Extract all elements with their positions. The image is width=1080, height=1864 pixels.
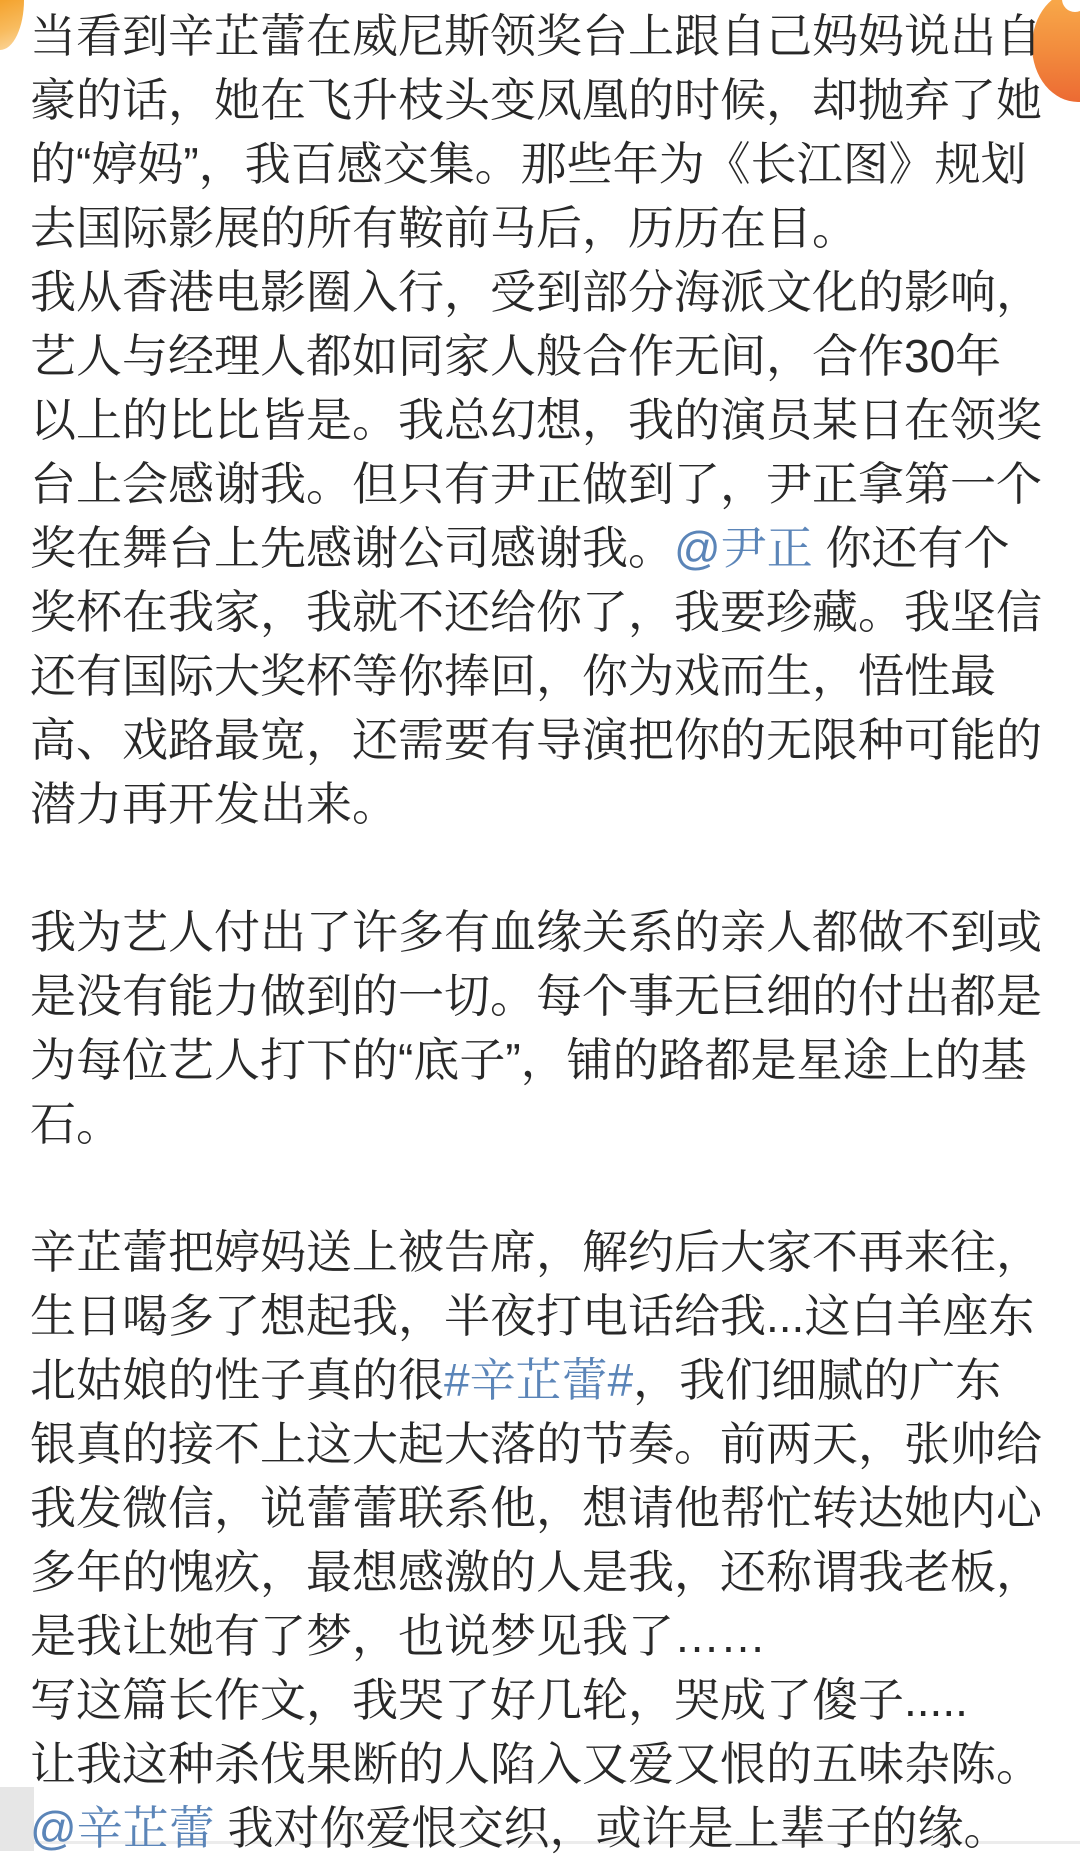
post-text: 辛芷蕾把婷妈送上被告席，解约后大家不再来往， xyxy=(30,1226,1042,1278)
mention-link-xinzhilei[interactable]: @辛芷蕾 xyxy=(30,1802,215,1854)
post-line xyxy=(30,68,1062,132)
post-line xyxy=(30,1476,1062,1540)
post-line xyxy=(30,1540,1062,1604)
post-text: 让我这种杀伐果断的人陷入又爱又恨的五味杂陈。 xyxy=(30,1738,1042,1790)
post-line xyxy=(30,772,1062,836)
post-line xyxy=(30,388,1062,452)
post-line xyxy=(30,1348,1062,1412)
post-body xyxy=(30,4,1062,1860)
post-text: 写这篇长作文，我哭了好几轮，哭成了傻子..... xyxy=(30,1674,968,1726)
post-line xyxy=(30,1796,1062,1860)
post-line xyxy=(30,964,1062,1028)
post-text: 我从香港电影圈入行，受到部分海派文化的影响， xyxy=(30,266,1042,318)
post-line xyxy=(30,1092,1062,1156)
post-line xyxy=(30,196,1062,260)
post-line xyxy=(30,1668,1062,1732)
post-line xyxy=(30,132,1062,196)
post-text: 为每位艺人打下的“底子”，铺的路都是星途上的基 xyxy=(30,1034,1027,1086)
post-text: 是没有能力做到的一切。每个事无巨细的付出都是 xyxy=(30,970,1042,1022)
post-text: ，我们细腻的广东 xyxy=(633,1354,1002,1406)
post-line xyxy=(30,1604,1062,1668)
post-text: 生日喝多了想起我，半夜打电话给我...这白羊座东 xyxy=(30,1290,1035,1342)
post-line xyxy=(30,580,1062,644)
post-line xyxy=(30,1732,1062,1796)
post-text: 艺人与经理人都如同家人般合作无间，合作30年 xyxy=(30,330,1002,382)
post-text: 奖杯在我家，我就不还给你了，我要珍藏。我坚信 xyxy=(30,586,1042,638)
hashtag-link-xinzhilei[interactable]: #辛芷蕾# xyxy=(444,1354,634,1406)
post-text: 还有国际大奖杯等你捧回，你为戏而生，悟性最 xyxy=(30,650,996,702)
post-text: 豪的话，她在飞升枝头变凤凰的时候，却抛弃了她 xyxy=(30,74,1042,126)
post-line xyxy=(30,452,1062,516)
post-text: 去国际影展的所有鞍前马后，历历在目。 xyxy=(30,202,858,254)
post-blank-line xyxy=(30,836,1062,900)
post-text: 北姑娘的性子真的很 xyxy=(30,1354,444,1406)
post-text: 银真的接不上这大起大落的节奏。前两天，张帅给 xyxy=(30,1418,1042,1470)
post-text: 当看到辛芷蕾在威尼斯领奖台上跟自己妈妈说出自 xyxy=(30,10,1042,62)
post-text: 奖在舞台上先感谢公司感谢我。 xyxy=(30,522,674,574)
post-text: 以上的比比皆是。我总幻想，我的演员某日在领奖 xyxy=(30,394,1042,446)
post-line xyxy=(30,1028,1062,1092)
post-line xyxy=(30,900,1062,964)
post-text: 是我让她有了梦，也说梦见我了…… xyxy=(30,1610,766,1662)
post-text: 我为艺人付出了许多有血缘关系的亲人都做不到或 xyxy=(30,906,1042,958)
post-line xyxy=(30,260,1062,324)
next-card-edge-strip xyxy=(0,1787,34,1851)
post-line xyxy=(30,1220,1062,1284)
post-line xyxy=(30,1284,1062,1348)
post-line xyxy=(30,324,1062,388)
post-text: 潜力再开发出来。 xyxy=(30,778,398,830)
post-text: 我发微信，说蕾蕾联系他，想请他帮忙转达她内心 xyxy=(30,1482,1042,1534)
orange-corner-fragment-left xyxy=(0,0,24,50)
post-text: 多年的愧疚，最想感激的人是我，还称谓我老板， xyxy=(30,1546,1042,1598)
post-text: 台上会感谢我。但只有尹正做到了，尹正拿第一个 xyxy=(30,458,1042,510)
post-line xyxy=(30,4,1062,68)
post-text: 石。 xyxy=(30,1098,122,1150)
mention-link-yinzheng[interactable]: @尹正 xyxy=(674,522,813,574)
post-line xyxy=(30,516,1062,580)
post-text: 我对你爱恨交织，或许是上辈子的缘。 xyxy=(214,1802,1010,1854)
post-line xyxy=(30,644,1062,708)
post-text: 高、戏路最宽，还需要有导演把你的无限种可能的 xyxy=(30,714,1042,766)
post-line xyxy=(30,708,1062,772)
post-line xyxy=(30,1412,1062,1476)
post-text: 你还有个 xyxy=(812,522,1010,574)
post-blank-line xyxy=(30,1156,1062,1220)
post-text: 的“婷妈”，我百感交集。那些年为《长江图》规划 xyxy=(30,138,1027,190)
